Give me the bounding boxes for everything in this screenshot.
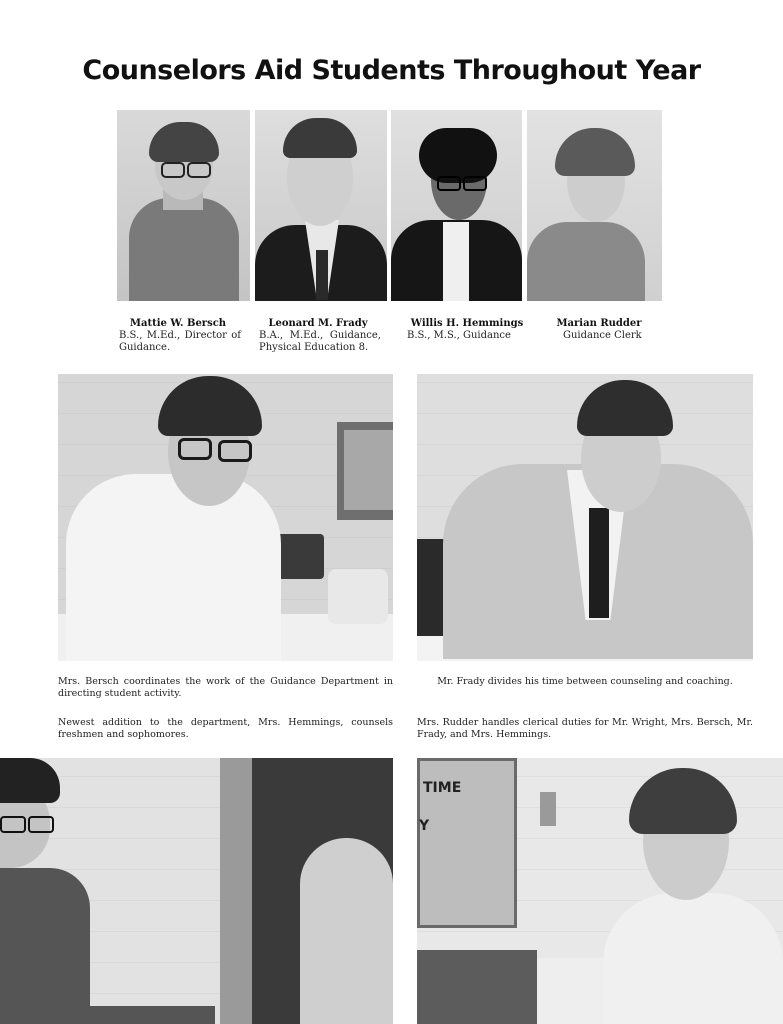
- page-title: Counselors Aid Students Throughout Year: [82, 55, 701, 86]
- portrait-photo-rudder: [527, 110, 662, 301]
- portrait-name-frady: Leonard M. Frady: [268, 318, 368, 329]
- caption-frady: Mr. Frady divides his time between counseling and coaching.: [437, 676, 733, 687]
- photo-bersch-at-desk: [58, 374, 393, 661]
- photo-hemmings-counseling: [0, 758, 393, 1024]
- portrait-credentials-rudder: Guidance Clerk: [563, 330, 642, 341]
- portrait-credentials-hemmings: B.S., M.S., Guidance: [407, 330, 511, 341]
- portrait-photo-bersch: [117, 110, 250, 301]
- bulletin-board-text-1: TIME: [423, 780, 462, 796]
- portrait-name-bersch: Mattie W. Bersch: [129, 318, 227, 329]
- portrait-name-rudder: Marian Rudder: [556, 318, 642, 329]
- portrait-name-hemmings: Willis H. Hemmings: [410, 318, 524, 329]
- caption-rudder: Mrs. Rudder handles clerical duties for Mr. Wright, Mrs. Bersch, Mr. Frady, and Mrs. Hemmings.: [417, 717, 753, 740]
- bulletin-board-text-2: Y: [419, 818, 430, 834]
- portrait-credentials-bersch: B.S., M.Ed., Director of Guidance.: [119, 330, 241, 353]
- portrait-credentials-frady: B.A., M.Ed., Guidance, Physical Education 8.: [259, 330, 381, 353]
- caption-hemmings: Newest addition to the department, Mrs. Hemmings, counsels freshmen and sophomores.: [58, 717, 393, 740]
- portrait-photo-hemmings: [391, 110, 522, 301]
- photo-frady-at-desk: [417, 374, 753, 661]
- portrait-photo-frady: [255, 110, 387, 301]
- caption-bersch: Mrs. Bersch coordinates the work of the Guidance Department in directing student activity.: [58, 676, 393, 699]
- photo-rudder-at-typewriter: [417, 758, 783, 1024]
